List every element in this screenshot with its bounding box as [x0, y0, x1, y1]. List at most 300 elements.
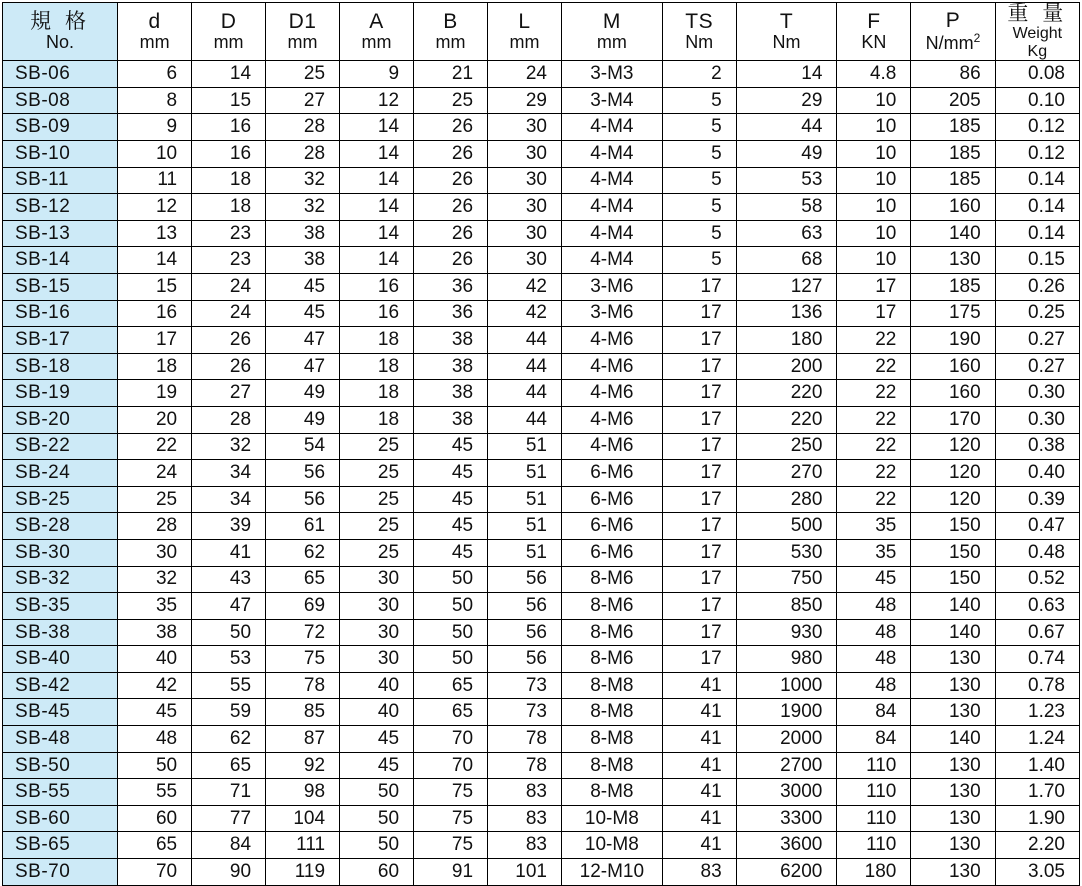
column-symbol: M: [602, 10, 621, 34]
column-symbol: 規 格: [30, 10, 90, 34]
cell-value: 250: [736, 433, 837, 460]
cell-value: 185: [911, 167, 995, 194]
cell-m: 3-M4: [562, 87, 663, 114]
cell-value: 185: [911, 273, 995, 300]
cell-value: 45: [414, 539, 488, 566]
cell-value: 51: [488, 513, 562, 540]
cell-value: 6: [118, 61, 192, 88]
cell-value: 0.08: [995, 61, 1079, 88]
cell-value: 25: [118, 486, 192, 513]
cell-value: 22: [837, 460, 911, 487]
cell-value: 63: [736, 220, 837, 247]
column-unit: mm: [361, 32, 392, 53]
column-symbol: D1: [288, 10, 317, 34]
cell-m: 10-M8: [562, 832, 663, 859]
cell-m: 3-M6: [562, 273, 663, 300]
cell-value: 0.30: [995, 380, 1079, 407]
cell-value: 50: [340, 805, 414, 832]
table-row: [3, 433, 1080, 460]
cell-value: 45: [266, 273, 340, 300]
cell-value: 83: [488, 832, 562, 859]
cell-value: 91: [414, 859, 488, 886]
table-row: [3, 141, 1080, 168]
cell-value: 50: [118, 752, 192, 779]
cell-value: 140: [911, 726, 995, 753]
cell-value: 22: [837, 327, 911, 354]
cell-value: 50: [414, 619, 488, 646]
table-row: [3, 805, 1080, 832]
cell-value: 51: [488, 433, 562, 460]
cell-value: 14: [340, 194, 414, 221]
cell-value: 30: [340, 593, 414, 620]
cell-value: 120: [911, 433, 995, 460]
table-row: [3, 513, 1080, 540]
cell-value: 110: [837, 779, 911, 806]
cell-value: 0.14: [995, 167, 1079, 194]
cell-value: 50: [192, 619, 266, 646]
cell-value: 43: [192, 566, 266, 593]
cell-value: 53: [192, 646, 266, 673]
cell-value: 22: [837, 486, 911, 513]
cell-value: 17: [837, 273, 911, 300]
cell-value: 23: [192, 220, 266, 247]
cell-spec-no: SB-65: [3, 832, 118, 859]
cell-value: 130: [911, 779, 995, 806]
cell-value: 280: [736, 486, 837, 513]
cell-value: 30: [488, 114, 562, 141]
cell-value: 21: [414, 61, 488, 88]
cell-value: 50: [340, 779, 414, 806]
cell-m: 4-M4: [562, 220, 663, 247]
cell-value: 5: [662, 167, 736, 194]
cell-value: 0.30: [995, 406, 1079, 433]
cell-value: 83: [488, 779, 562, 806]
cell-spec-no: SB-70: [3, 859, 118, 886]
cell-value: 18: [340, 353, 414, 380]
table-row: [3, 646, 1080, 673]
cell-m: 8-M6: [562, 566, 663, 593]
table-row: [3, 832, 1080, 859]
cell-value: 78: [266, 672, 340, 699]
cell-m: 8-M8: [562, 726, 663, 753]
table-row: [3, 406, 1080, 433]
cell-value: 75: [414, 779, 488, 806]
cell-value: 51: [488, 486, 562, 513]
cell-value: 15: [192, 87, 266, 114]
cell-value: 0.27: [995, 327, 1079, 354]
cell-spec-no: SB-06: [3, 61, 118, 88]
cell-value: 38: [414, 327, 488, 354]
cell-value: 160: [911, 380, 995, 407]
cell-value: 77: [192, 805, 266, 832]
cell-value: 10: [837, 114, 911, 141]
cell-value: 8: [118, 87, 192, 114]
cell-value: 38: [414, 406, 488, 433]
cell-value: 150: [911, 539, 995, 566]
cell-value: 0.52: [995, 566, 1079, 593]
column-unit: mm: [213, 32, 244, 53]
cell-value: 17: [662, 300, 736, 327]
cell-value: 180: [736, 327, 837, 354]
cell-value: 53: [736, 167, 837, 194]
column-symbol: A: [369, 10, 384, 34]
column-unit: mm: [287, 32, 318, 53]
column-symbol: d: [148, 10, 161, 34]
table-row: [3, 752, 1080, 779]
cell-value: 30: [488, 220, 562, 247]
cell-value: 75: [414, 832, 488, 859]
cell-value: 17: [662, 433, 736, 460]
cell-value: 6200: [736, 859, 837, 886]
cell-value: 28: [266, 114, 340, 141]
cell-value: 185: [911, 141, 995, 168]
cell-value: 28: [192, 406, 266, 433]
cell-value: 32: [118, 566, 192, 593]
cell-value: 10: [837, 220, 911, 247]
cell-value: 5: [662, 194, 736, 221]
cell-value: 14: [340, 141, 414, 168]
cell-value: 38: [118, 619, 192, 646]
cell-value: 84: [837, 726, 911, 753]
cell-value: 25: [340, 486, 414, 513]
cell-value: 78: [488, 752, 562, 779]
header-row: [3, 3, 1080, 61]
column-unit: No.: [46, 32, 75, 53]
cell-value: 18: [118, 353, 192, 380]
cell-value: 45: [837, 566, 911, 593]
cell-spec-no: SB-09: [3, 114, 118, 141]
cell-value: 42: [488, 273, 562, 300]
column-symbol: 重 量: [1007, 2, 1068, 25]
cell-value: 111: [266, 832, 340, 859]
table-row: [3, 779, 1080, 806]
cell-value: 34: [192, 460, 266, 487]
cell-value: 84: [837, 699, 911, 726]
cell-value: 19: [118, 380, 192, 407]
cell-m: 4-M6: [562, 380, 663, 407]
cell-value: 47: [266, 327, 340, 354]
cell-value: 41: [662, 752, 736, 779]
cell-spec-no: SB-42: [3, 672, 118, 699]
cell-value: 30: [340, 619, 414, 646]
cell-value: 17: [662, 566, 736, 593]
cell-value: 0.12: [995, 114, 1079, 141]
cell-value: 65: [118, 832, 192, 859]
column-header-重量: [995, 3, 1079, 61]
column-header-F: [837, 3, 911, 61]
cell-m: 4-M4: [562, 114, 663, 141]
cell-value: 16: [192, 141, 266, 168]
cell-value: 60: [118, 805, 192, 832]
cell-value: 170: [911, 406, 995, 433]
cell-m: 3-M6: [562, 300, 663, 327]
cell-m: 6-M6: [562, 486, 663, 513]
cell-value: 35: [118, 593, 192, 620]
cell-value: 32: [266, 167, 340, 194]
cell-value: 25: [340, 539, 414, 566]
table-row: [3, 726, 1080, 753]
column-unit: KN: [861, 32, 887, 53]
cell-value: 270: [736, 460, 837, 487]
cell-value: 5: [662, 141, 736, 168]
cell-value: 22: [837, 433, 911, 460]
cell-value: 17: [662, 513, 736, 540]
cell-value: 17: [662, 619, 736, 646]
cell-value: 12: [118, 194, 192, 221]
cell-value: 0.10: [995, 87, 1079, 114]
cell-value: 130: [911, 859, 995, 886]
cell-value: 24: [192, 273, 266, 300]
cell-value: 750: [736, 566, 837, 593]
cell-value: 14: [736, 61, 837, 88]
cell-value: 62: [192, 726, 266, 753]
cell-value: 160: [911, 353, 995, 380]
cell-value: 41: [662, 726, 736, 753]
cell-m: 6-M6: [562, 460, 663, 487]
cell-spec-no: SB-30: [3, 539, 118, 566]
cell-value: 136: [736, 300, 837, 327]
cell-value: 39: [192, 513, 266, 540]
cell-value: 70: [118, 859, 192, 886]
cell-value: 70: [414, 752, 488, 779]
cell-value: 180: [837, 859, 911, 886]
cell-value: 130: [911, 672, 995, 699]
cell-value: 56: [488, 593, 562, 620]
cell-value: 41: [662, 672, 736, 699]
cell-value: 3300: [736, 805, 837, 832]
cell-value: 26: [414, 194, 488, 221]
cell-value: 1000: [736, 672, 837, 699]
cell-value: 127: [736, 273, 837, 300]
cell-value: 25: [414, 87, 488, 114]
cell-value: 25: [266, 61, 340, 88]
cell-value: 41: [662, 779, 736, 806]
cell-m: 6-M6: [562, 513, 663, 540]
table-row: [3, 699, 1080, 726]
cell-value: 119: [266, 859, 340, 886]
cell-value: 45: [414, 513, 488, 540]
table-row: [3, 380, 1080, 407]
column-header-規格: [3, 3, 118, 61]
cell-value: 40: [340, 699, 414, 726]
cell-value: 73: [488, 699, 562, 726]
column-unit: Weight Kg: [1012, 25, 1063, 60]
cell-value: 24: [118, 460, 192, 487]
cell-value: 17: [662, 327, 736, 354]
cell-spec-no: SB-18: [3, 353, 118, 380]
cell-value: 0.40: [995, 460, 1079, 487]
column-unit: $N/mm^2$: [925, 31, 981, 54]
cell-m: 4-M6: [562, 327, 663, 354]
cell-value: 13: [118, 220, 192, 247]
cell-value: 190: [911, 327, 995, 354]
cell-spec-no: SB-45: [3, 699, 118, 726]
cell-value: 50: [340, 832, 414, 859]
column-unit: Nm: [772, 32, 801, 53]
cell-value: 30: [118, 539, 192, 566]
cell-value: 56: [488, 619, 562, 646]
cell-spec-no: SB-14: [3, 247, 118, 274]
column-unit: Nm: [685, 32, 714, 53]
cell-value: 16: [118, 300, 192, 327]
cell-spec-no: SB-11: [3, 167, 118, 194]
cell-m: 8-M6: [562, 593, 663, 620]
cell-value: 11: [118, 167, 192, 194]
cell-value: 14: [340, 220, 414, 247]
cell-value: 0.12: [995, 141, 1079, 168]
table-row: [3, 273, 1080, 300]
cell-value: 101: [488, 859, 562, 886]
cell-value: 62: [266, 539, 340, 566]
cell-value: 3.05: [995, 859, 1079, 886]
cell-value: 87: [266, 726, 340, 753]
cell-value: 10: [837, 194, 911, 221]
cell-value: 38: [266, 220, 340, 247]
cell-value: 14: [340, 167, 414, 194]
cell-value: 56: [488, 566, 562, 593]
cell-spec-no: SB-12: [3, 194, 118, 221]
cell-spec-no: SB-55: [3, 779, 118, 806]
cell-value: 175: [911, 300, 995, 327]
column-symbol: L: [518, 10, 531, 34]
cell-value: 17: [662, 593, 736, 620]
cell-value: 35: [837, 513, 911, 540]
cell-value: 68: [736, 247, 837, 274]
cell-value: 28: [266, 141, 340, 168]
cell-value: 220: [736, 406, 837, 433]
cell-value: 120: [911, 486, 995, 513]
cell-value: 26: [414, 220, 488, 247]
specification-table: [2, 2, 1080, 886]
cell-value: 12: [340, 87, 414, 114]
cell-value: 26: [414, 114, 488, 141]
cell-value: 1.23: [995, 699, 1079, 726]
cell-spec-no: SB-50: [3, 752, 118, 779]
column-header-P: [911, 3, 995, 61]
cell-value: 14: [340, 247, 414, 274]
cell-value: 205: [911, 87, 995, 114]
cell-value: 24: [192, 300, 266, 327]
cell-value: 65: [192, 752, 266, 779]
cell-value: 65: [266, 566, 340, 593]
cell-value: 38: [414, 380, 488, 407]
cell-value: 130: [911, 805, 995, 832]
cell-value: 200: [736, 353, 837, 380]
column-header-M: [562, 3, 663, 61]
cell-spec-no: SB-08: [3, 87, 118, 114]
cell-value: 10: [837, 87, 911, 114]
cell-value: 17: [118, 327, 192, 354]
cell-value: 83: [488, 805, 562, 832]
cell-value: 850: [736, 593, 837, 620]
cell-m: 4-M6: [562, 353, 663, 380]
column-symbol: TS: [685, 10, 714, 34]
cell-value: 0.48: [995, 539, 1079, 566]
cell-value: 44: [736, 114, 837, 141]
cell-value: 32: [266, 194, 340, 221]
cell-value: 75: [266, 646, 340, 673]
cell-value: 40: [118, 646, 192, 673]
cell-value: 0.38: [995, 433, 1079, 460]
cell-value: 55: [118, 779, 192, 806]
cell-m: 8-M8: [562, 672, 663, 699]
cell-value: 22: [837, 406, 911, 433]
cell-m: 8-M8: [562, 779, 663, 806]
column-header-TS: [662, 3, 736, 61]
cell-value: 48: [837, 619, 911, 646]
cell-value: 22: [837, 380, 911, 407]
table-row: [3, 859, 1080, 886]
cell-value: 45: [118, 699, 192, 726]
table-row: [3, 672, 1080, 699]
cell-value: 45: [414, 460, 488, 487]
cell-spec-no: SB-16: [3, 300, 118, 327]
cell-value: 42: [118, 672, 192, 699]
column-header-B: [414, 3, 488, 61]
cell-spec-no: SB-40: [3, 646, 118, 673]
cell-value: 45: [414, 433, 488, 460]
cell-value: 83: [662, 859, 736, 886]
table-row: [3, 247, 1080, 274]
cell-m: 8-M8: [562, 699, 663, 726]
cell-value: 35: [837, 539, 911, 566]
cell-m: 4-M4: [562, 247, 663, 274]
cell-value: 44: [488, 327, 562, 354]
cell-value: 20: [118, 406, 192, 433]
cell-value: 1.70: [995, 779, 1079, 806]
cell-value: 980: [736, 646, 837, 673]
column-header-T: [736, 3, 837, 61]
table-row: [3, 194, 1080, 221]
cell-value: 130: [911, 832, 995, 859]
cell-value: 26: [192, 353, 266, 380]
table-row: [3, 220, 1080, 247]
cell-value: 45: [414, 486, 488, 513]
table-body: [3, 61, 1080, 885]
cell-spec-no: SB-25: [3, 486, 118, 513]
cell-value: 90: [192, 859, 266, 886]
cell-value: 530: [736, 539, 837, 566]
cell-value: 86: [911, 61, 995, 88]
table-row: [3, 327, 1080, 354]
cell-value: 10: [837, 247, 911, 274]
column-header-A: [340, 3, 414, 61]
cell-value: 29: [736, 87, 837, 114]
cell-value: 18: [340, 380, 414, 407]
cell-spec-no: SB-17: [3, 327, 118, 354]
cell-value: 84: [192, 832, 266, 859]
cell-value: 0.14: [995, 220, 1079, 247]
cell-value: 69: [266, 593, 340, 620]
cell-value: 0.25: [995, 300, 1079, 327]
cell-value: 500: [736, 513, 837, 540]
cell-value: 28: [118, 513, 192, 540]
cell-value: 30: [340, 646, 414, 673]
column-unit: mm: [435, 32, 466, 53]
cell-m: 4-M4: [562, 194, 663, 221]
cell-value: 51: [488, 460, 562, 487]
cell-value: 26: [414, 141, 488, 168]
cell-value: 110: [837, 805, 911, 832]
cell-value: 26: [414, 247, 488, 274]
table-row: [3, 619, 1080, 646]
cell-value: 54: [266, 433, 340, 460]
cell-value: 15: [118, 273, 192, 300]
column-unit: mm: [139, 32, 170, 53]
cell-value: 48: [837, 646, 911, 673]
cell-value: 130: [911, 699, 995, 726]
cell-value: 30: [488, 141, 562, 168]
